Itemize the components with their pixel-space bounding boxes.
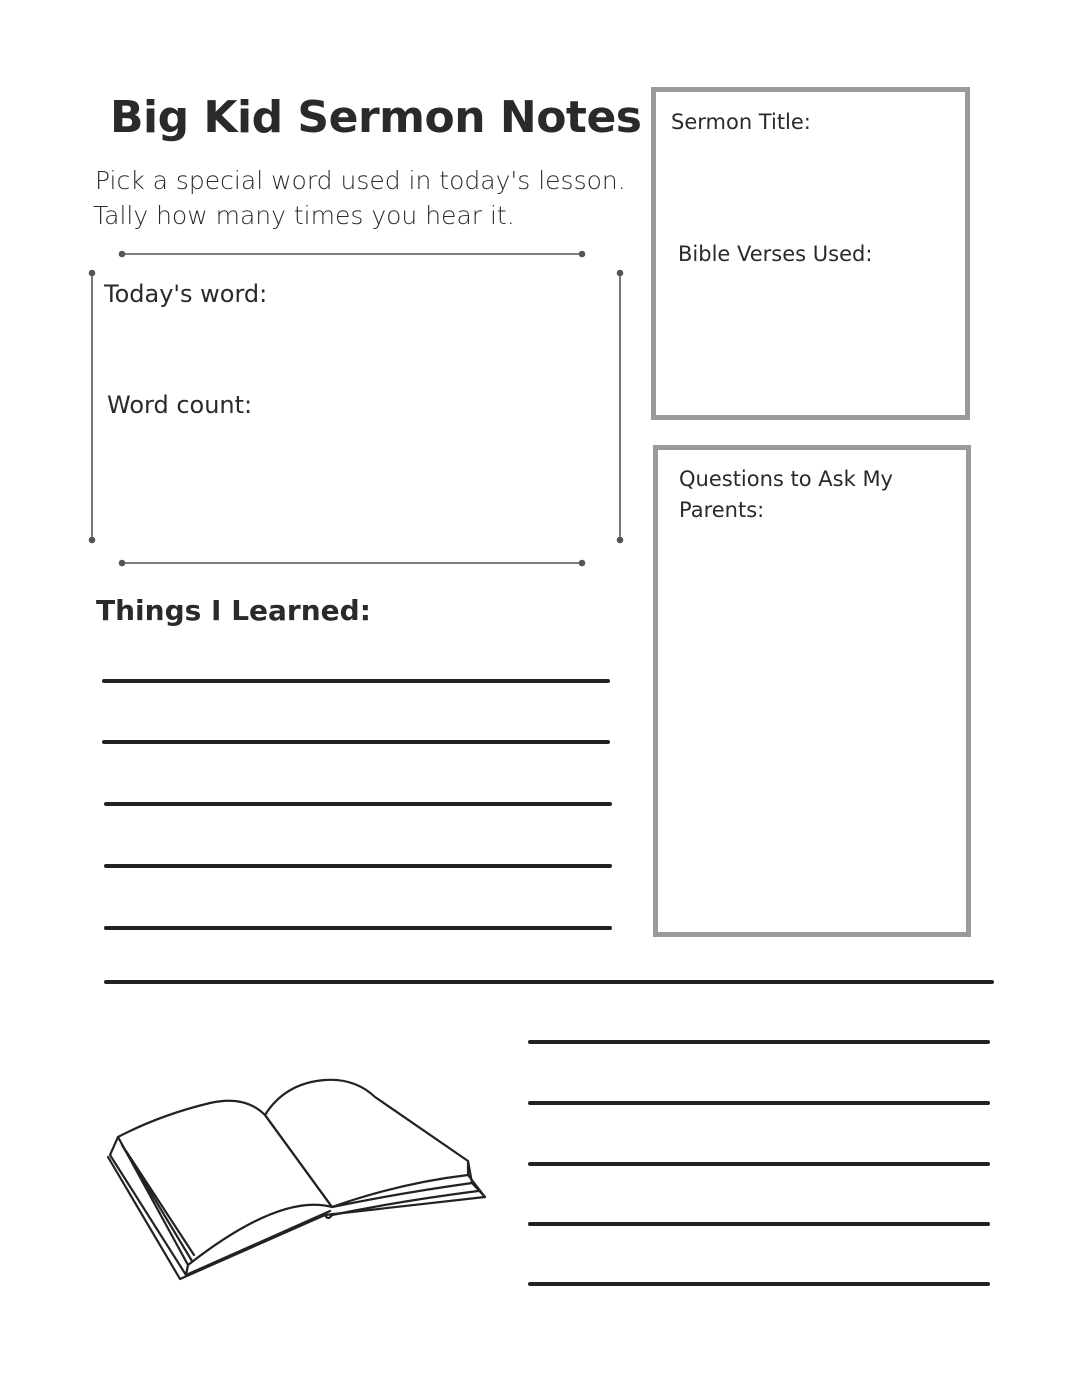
writing-line[interactable] <box>528 1222 990 1226</box>
todays-word-label: Today's word: <box>104 280 268 308</box>
writing-line[interactable] <box>104 926 612 930</box>
open-book-icon <box>100 1075 500 1295</box>
questions-label-line-2: Parents: <box>679 498 765 522</box>
writing-line[interactable] <box>104 980 994 984</box>
writing-line[interactable] <box>528 1040 990 1044</box>
questions-box[interactable] <box>653 445 971 937</box>
writing-line[interactable] <box>528 1162 990 1166</box>
questions-label-line-1: Questions to Ask My <box>679 467 893 491</box>
writing-line[interactable] <box>104 864 612 868</box>
writing-line[interactable] <box>102 679 610 683</box>
instruction-line-2: Tally how many times you hear it. <box>93 201 515 230</box>
writing-line[interactable] <box>528 1282 990 1286</box>
sermon-box[interactable] <box>651 87 970 420</box>
writing-line[interactable] <box>104 802 612 806</box>
word-count-label: Word count: <box>107 391 253 419</box>
writing-line[interactable] <box>528 1101 990 1105</box>
bible-verses-label: Bible Verses Used: <box>678 242 873 266</box>
page-title: Big Kid Sermon Notes <box>110 92 642 143</box>
instruction-line-1: Pick a special word used in today's lesson. <box>95 166 626 195</box>
things-learned-heading: Things I Learned: <box>96 594 371 627</box>
writing-line[interactable] <box>102 740 610 744</box>
sermon-title-label: Sermon Title: <box>671 110 811 134</box>
